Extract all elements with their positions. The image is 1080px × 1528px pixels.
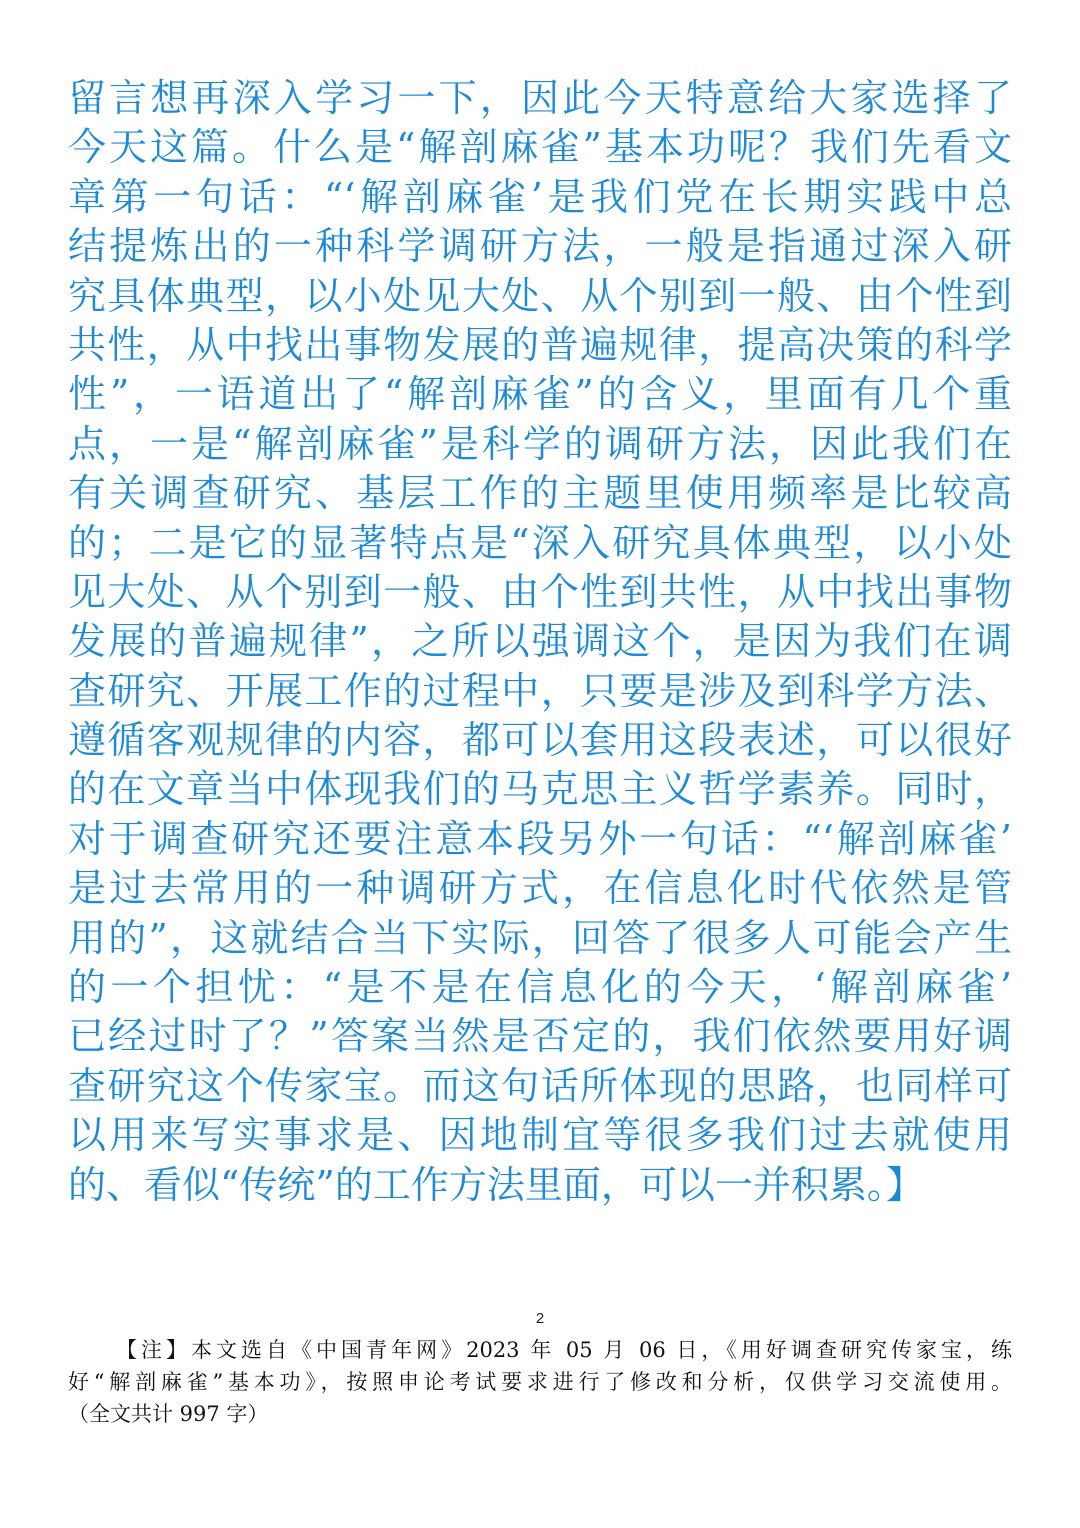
body-line: 查研究这个传家宝。而这句话所体现的思路，也同样可 (68, 1063, 1012, 1108)
body-line: 留言想再深入学习一下，因此今天特意给大家选择了 (68, 76, 1012, 120)
note-line: （全文共计 997 字） (68, 1402, 269, 1426)
body-line: 的在文章当中体现我们的马克思主义哲学素养。同时， (68, 767, 1012, 812)
body-line: 发展的普遍规律”，之所以强调这个，是因为我们在调 (68, 619, 1012, 664)
body-line: 性”，一语道出了“解剖麻雀”的含义，里面有几个重 (68, 372, 1012, 417)
note-line: 【注】本文选自《中国青年网》2023 年 05 月 06 日，《用好调查研究传家宝，练 (116, 1338, 1012, 1362)
body-line: 今天这篇。什么是“解剖麻雀”基本功呢？我们先看文 (68, 125, 1012, 170)
body-line: 以用来写实事求是、因地制宜等很多我们过去就使用 (68, 1113, 1012, 1158)
body-line: 见大处、从个别到一般、由个性到共性，从中找出事物 (68, 569, 1012, 614)
body-line: 共性，从中找出事物发展的普遍规律，提高决策的科学 (68, 322, 1012, 367)
body-line: 遵循客观规律的内容，都可以套用这段表述，可以很好 (68, 718, 1012, 763)
body-line: 已经过时了？”答案当然是否定的，我们依然要用好调 (68, 1014, 1012, 1059)
body-line: 对于调查研究还要注意本段另外一句话：“‘解剖麻雀’ (68, 816, 1012, 861)
body-line: 结提炼出的一种科学调研方法，一般是指通过深入研 (68, 224, 1012, 269)
body-line: 点，一是“解剖麻雀”是科学的调研方法，因此我们在 (68, 421, 1012, 466)
body-line: 是过去常用的一种调研方式，在信息化时代依然是管 (68, 866, 1012, 911)
page-number: 2 (535, 1310, 545, 1327)
body-line: 的；二是它的显著特点是“深入研究具体典型，以小处 (68, 520, 1012, 565)
body-line: 查研究、开展工作的过程中，只要是涉及到科学方法、 (68, 668, 1012, 713)
body-line: 章第一句话：“‘解剖麻雀’是我们党在长期实践中总 (68, 174, 1012, 219)
body-line: 用的”，这就结合当下实际，回答了很多人可能会产生 (68, 915, 1012, 960)
note-line: 好“解剖麻雀”基本功》，按照申论考试要求进行了修改和分析，仅供学习交流使用。 (68, 1370, 1012, 1394)
body-line: 有关调查研究、基层工作的主题里使用频率是比较高 (68, 471, 1012, 516)
article-body (68, 74, 1012, 1210)
body-line: 究具体典型，以小处见大处、从个别到一般、由个性到 (68, 273, 1012, 318)
body-line: 的一个担忧：“是不是在信息化的今天，‘解剖麻雀’ (68, 965, 1012, 1010)
source-note (68, 1334, 1012, 1430)
body-line: 的、看似“传统”的工作方法里面，可以一并积累。】 (68, 1162, 924, 1207)
